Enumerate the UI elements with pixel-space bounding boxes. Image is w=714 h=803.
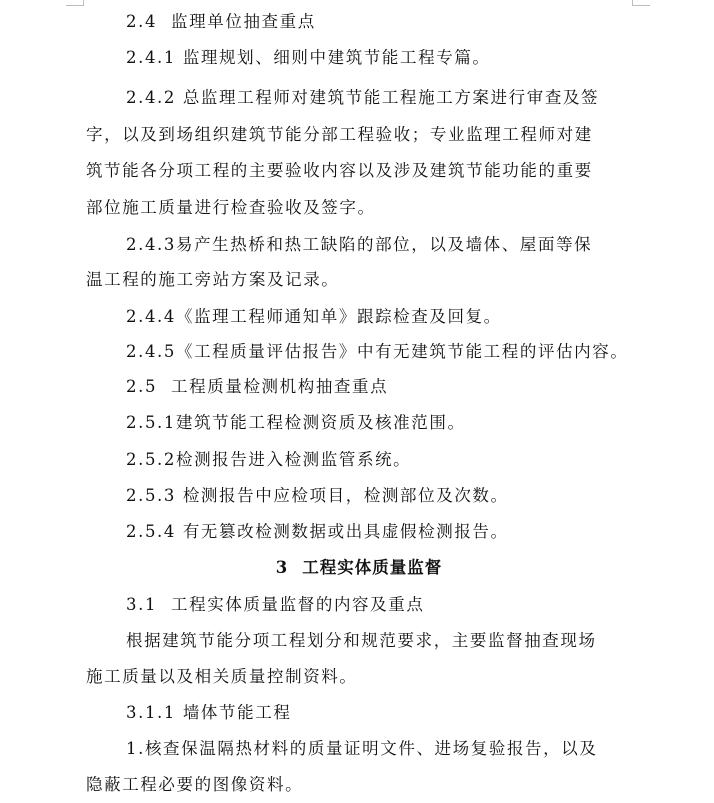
paragraph-line: 部位施工质量进行检查验收及签字。: [86, 198, 376, 217]
section-number: 3.1: [126, 595, 158, 614]
section-heading: [126, 11, 316, 33]
paragraph-line: 2.4.2 总监理工程师对建筑节能工程施工方案进行审查及签: [126, 88, 600, 107]
section-heading: [126, 376, 388, 398]
paragraph-line: 字，以及到场组织建筑节能分部工程验收；专业监理工程师对建: [86, 125, 593, 144]
paragraph-line: 2.5.3 检测报告中应检项目，检测部位及次数。: [126, 486, 509, 505]
chapter-number: 3: [275, 558, 289, 577]
section-number: 2.4: [126, 12, 158, 31]
paragraph-line: 2.5.2检测报告进入检测监管系统。: [126, 450, 412, 469]
crop-mark: [83, 0, 84, 6]
crop-mark: [632, 0, 633, 6]
paragraph-line: 2.5.1建筑节能工程检测资质及核准范围。: [126, 413, 466, 432]
paragraph-line: 根据建筑节能分项工程划分和规范要求，主要监督抽查现场: [126, 631, 597, 650]
chapter-heading: [86, 557, 632, 579]
paragraph-line: 2.4.4《监理工程师通知单》跟踪检查及回复。: [126, 307, 502, 326]
paragraph-line: 施工质量以及相关质量控制资料。: [86, 667, 358, 686]
paragraph-line: 温工程的施工旁站方案及记录。: [86, 270, 340, 289]
section-number: 2.5: [126, 377, 158, 396]
paragraph-line: 2.4.3易产生热桥和热工缺陷的部位，以及墙体、屋面等保: [126, 235, 593, 254]
section-title: 工程质量检测机构抽查重点: [171, 377, 389, 396]
paragraph-line: 2.4.1 监理规划、细则中建筑节能工程专篇。: [126, 48, 491, 67]
crop-mark: [632, 5, 650, 6]
subsection-heading: 3.1.1 墙体节能工程: [126, 703, 292, 722]
paragraph-line: 隐蔽工程必要的图像资料。: [86, 775, 304, 794]
chapter-title: 工程实体质量监督: [302, 558, 443, 577]
paragraph-line: 2.5.4 有无篡改检测数据或出具虚假检测报告。: [126, 522, 509, 541]
section-heading: [126, 594, 424, 616]
paragraph-line: 2.4.5《工程质量评估报告》中有无建筑节能工程的评估内容。: [126, 342, 629, 361]
paragraph-line: 1.核查保温隔热材料的质量证明文件、进场复验报告，以及: [126, 739, 598, 758]
section-title: 监理单位抽查重点: [171, 12, 316, 31]
crop-mark: [66, 5, 84, 6]
section-title: 工程实体质量监督的内容及重点: [171, 595, 425, 614]
paragraph-line: 筑节能各分项工程的主要验收内容以及涉及建筑节能功能的重要: [86, 161, 593, 180]
